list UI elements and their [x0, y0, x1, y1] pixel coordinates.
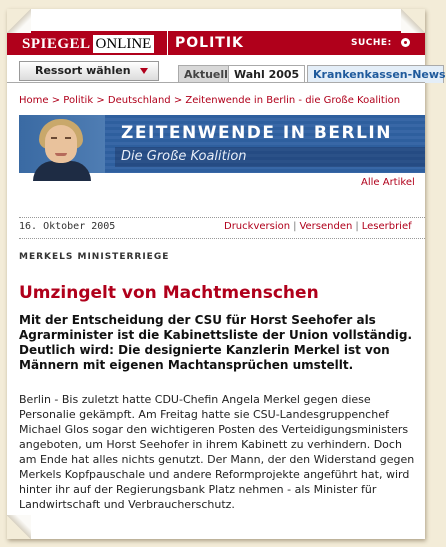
breadcrumb-home[interactable]: Home: [19, 95, 49, 106]
tab-divider: [7, 82, 425, 83]
druckversion-link[interactable]: Druckversion: [224, 221, 291, 232]
article-date: 16. Oktober 2005: [19, 221, 116, 232]
page-curl-corner: [401, 9, 425, 33]
photo-face: [45, 125, 77, 163]
logo-spiegel-text: SPIEGEL: [22, 36, 91, 52]
article-body: Berlin - Bis zuletzt hatte CDU-Chefin Angela Merkel gegen diese Personalie gekämpft. Am Freitag hatte sie CSU-Landesgruppenchef Michael Glos sogar den wichtigeren Posten des Verteidigungsministers angeboten, um Horst Seehofer in ihrem Kabinett zu verhindern. Doch am Ende hat alles nichts genutzt. Der Mann, der den Widerstand gegen Merkels Kopfpauschale und andere Reformprojekte angeführt hat, wird hinter ihr auf der Regierungsbank Platz nehmen - als Minister für Landwirtschaft und Verbraucherschutz.: [19, 393, 415, 511]
pipe-separator: |: [293, 221, 297, 232]
breadcrumb-politik[interactable]: Politik: [63, 95, 94, 106]
breadcrumb-dossier[interactable]: Zeitenwende in Berlin - die Große Koalition: [185, 95, 401, 106]
tab-krankenkassen-news[interactable]: Krankenkassen-News: [307, 65, 444, 83]
ressort-select-label: Ressort wählen: [35, 64, 131, 77]
photo-mouth: [55, 153, 67, 156]
leserbrief-link[interactable]: Leserbrief: [361, 221, 412, 232]
breadcrumb: [19, 95, 400, 106]
photo-eye: [51, 137, 57, 139]
photo-eye: [65, 137, 71, 139]
banner-subtitle: Die Große Koalition: [121, 149, 247, 164]
page-curl-corner: [7, 515, 31, 539]
divider-bottom: [19, 238, 425, 239]
logo-online-text: ONLINE: [95, 36, 152, 52]
search-radio-icon[interactable]: [401, 38, 410, 47]
article-kicker: MERKELS MINISTERRIEGE: [19, 252, 170, 262]
chevron-down-icon: [140, 68, 148, 74]
article-actions: [224, 221, 412, 232]
breadcrumb-deutschland[interactable]: Deutschland: [107, 95, 171, 106]
divider-top: [19, 217, 425, 218]
article-teaser: Mit der Entscheidung der CSU für Horst Seehofer als Agrarminister ist die Kabinettsliste der Union vollständig. Deutlich wird: Die designierte Kanzlerin Merkel ist von Männern mit eigenen Machtansprüchen umstellt.: [19, 313, 413, 372]
breadcrumb-separator: >: [96, 95, 108, 106]
pipe-separator: |: [355, 221, 359, 232]
banner-title: ZEITENWENDE IN BERLIN: [121, 123, 392, 143]
article-headline: Umzingelt von Machtmenschen: [19, 283, 319, 303]
tab-wahl-2005[interactable]: Wahl 2005: [228, 65, 305, 83]
merkel-photo: [19, 115, 105, 173]
page-frame: [7, 9, 446, 539]
breadcrumb-separator: >: [51, 95, 64, 106]
dossier-banner[interactable]: [19, 115, 425, 173]
tab-aktuell[interactable]: Aktuell: [178, 65, 234, 83]
ressort-select[interactable]: [19, 61, 159, 81]
spiegel-online-logo[interactable]: [19, 34, 155, 54]
breadcrumb-separator: >: [173, 95, 186, 106]
photo-shoulders: [33, 161, 91, 181]
alle-artikel-link[interactable]: Alle Artikel: [361, 177, 415, 188]
search-label: SUCHE:: [351, 38, 392, 48]
page-curl-corner: [7, 9, 31, 33]
section-title[interactable]: POLITIK: [175, 35, 244, 51]
versenden-link[interactable]: Versenden: [299, 221, 353, 232]
top-bar: [7, 31, 425, 55]
